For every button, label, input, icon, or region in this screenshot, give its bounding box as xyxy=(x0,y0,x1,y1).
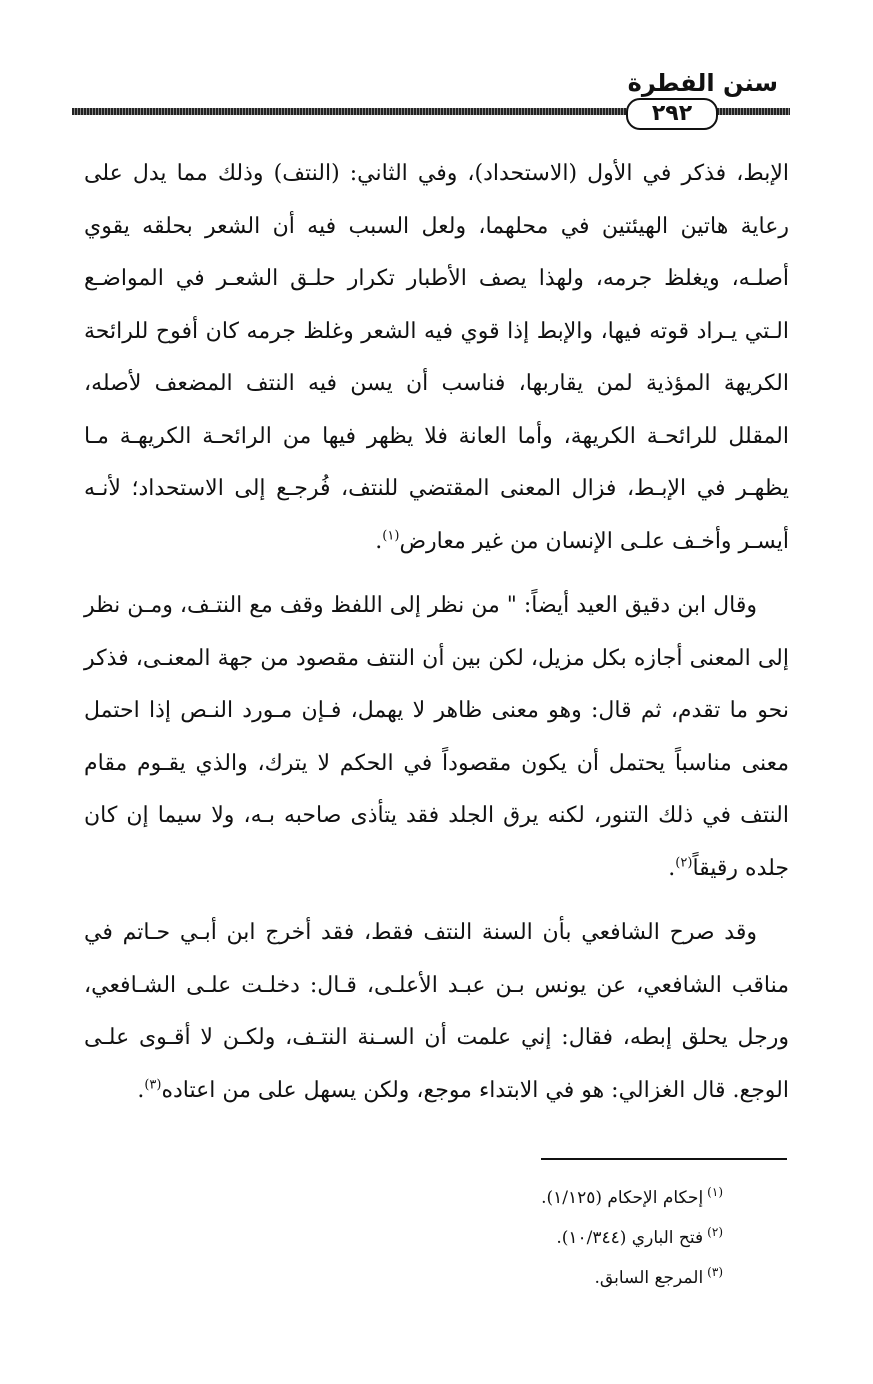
running-title: سنن الفطرة xyxy=(627,69,778,97)
paragraph-text: الإبط، فذكر في الأول (الاستحداد)، وفي الثاني: (النتف) وذلك مما يدل على رعاية هاتين الهيئتين في محلهما، ولعل السبب فيه أن الشعر بحلقه يقوي أصلـه، ويغلظ جرمه، ولهذا يصف الأطبار تكرار حلـق الشعـر في المواضـع الـتي يـراد قوته فيها، والإبط إذا قوي فيه الشعر وغلظ جرمه كان أفوح للرائحة الكريهة المؤذية لمن يقاربها، فناسب أن يسن فيه النتف المضعف لأصله، المقلل للرائحـة الكريهة، وأما العانة فلا يظهر فيها من الرائحـة الكريهـة مـا يظهـر في الإبـط، فزال المعنى المقتضي للنتف، فُرجـع إلى الاستحداد؛ لأنـه أيسـر وأخـف علـى الإنسان من غير معارض xyxy=(84,161,789,554)
footnote-text: إحكام الإحكام (١/١٢٥). xyxy=(541,1188,704,1208)
paragraph xyxy=(84,907,789,1117)
footnote-reference[interactable]: (٢) xyxy=(675,855,693,871)
footnote-text: المرجع السابق. xyxy=(594,1268,704,1288)
paragraph-text: وقد صرح الشافعي بأن السنة النتف فقط، فقد أخرج ابن أبـي حـاتم في مناقب الشافعي، عن يونس بـن عبـد الأعلـى، قـال: دخلـت علـى الشـافعي، ورجل يحلق إبطه، فقال: إني علمت أن السـنة النتـف، ولكـن لا أقـوى علـى الوجع. قال الغزالي: هو في الابتداء موجع، ولكن يسهل على من اعتاده xyxy=(84,920,789,1103)
paragraph-end: . xyxy=(137,1077,145,1103)
footnotes xyxy=(123,1178,723,1298)
paragraph-end: . xyxy=(668,855,676,881)
paragraph xyxy=(84,580,789,895)
footnote-separator xyxy=(541,1158,787,1160)
footnote-mark: (٢) xyxy=(707,1225,723,1240)
footnote-mark: (١) xyxy=(707,1185,723,1200)
footnote xyxy=(123,1178,723,1218)
footnote xyxy=(123,1258,723,1298)
footnote-reference[interactable]: (٣) xyxy=(144,1077,162,1093)
footnote-text: فتح الباري (١٠/٣٤٤). xyxy=(556,1228,704,1248)
footnote-reference[interactable]: (١) xyxy=(382,528,400,544)
footnote xyxy=(123,1218,723,1258)
paragraph xyxy=(84,148,789,568)
body-text xyxy=(84,148,789,1129)
page-number: ٢٩٢ xyxy=(626,98,718,130)
paragraph-end: . xyxy=(375,528,383,554)
paragraph-text: وقال ابن دقيق العيد أيضاً: " من نظر إلى اللفظ وقف مع النتـف، ومـن نظر إلى المعنى أجازه بكل مزيل، لكن بين أن النتف مقصود من جهة المعنـى، فذكر نحو ما تقدم، ثم قال: وهو معنى ظاهر لا يهمل، فـإن مـورد النـص إذا احتمل معنى مناسباً يحتمل أن يكون مقصوداً في الحكم لا يترك، والذي يقـوم مقام النتف في ذلك التنور، لكنه يرق الجلد فقد يتأذى صاحبه بـه، ولا سيما إن كان جلده رقيقاً xyxy=(83,593,789,881)
footnote-mark: (٣) xyxy=(707,1265,723,1280)
